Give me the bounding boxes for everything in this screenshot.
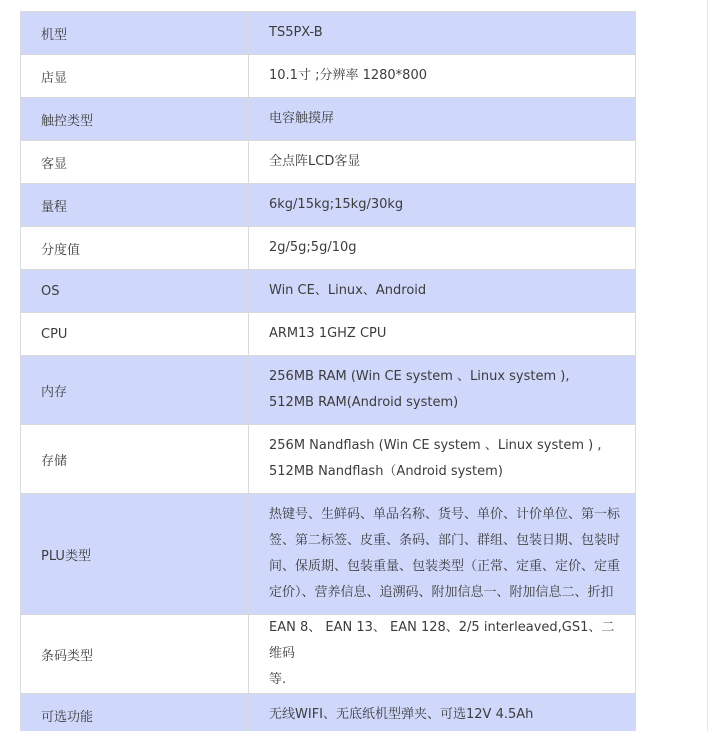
spec-label: 量程 [21,184,249,227]
spec-label: 条码类型 [21,615,249,694]
table-row [21,12,636,55]
spec-value: 电容触摸屏 [249,98,636,141]
spec-label: OS [21,270,249,313]
table-row [21,694,636,731]
spec-label: CPU [21,313,249,356]
spec-value [249,494,636,615]
table-row [21,356,636,425]
spec-label: 分度值 [21,227,249,270]
spec-label: 客显 [21,141,249,184]
spec-value-line: 512MB Nandflash（Android system) [269,464,503,479]
table-row [21,184,636,227]
table-row [21,270,636,313]
spec-value-line: 等. [269,672,287,687]
table-row [21,98,636,141]
spec-label: 内存 [21,356,249,425]
spec-value-line: 间、保质期、包装重量、包装类型（正常、定重、定价、定重 [269,559,621,574]
spec-value-line: 签、第二标签、皮重、条码、部门、群组、包装日期、包装时 [269,533,621,548]
spec-label: 机型 [21,12,249,55]
spec-value: 全点阵LCD客显 [249,141,636,184]
table-row [21,141,636,184]
spec-table [20,11,636,731]
page-edge-divider [707,0,708,731]
spec-value-line: EAN 8、 EAN 13、 EAN 128、2/5 interleaved,GS1、二维码 [269,620,615,661]
spec-value: ARM13 1GHZ CPU [249,313,636,356]
spec-value [249,356,636,425]
table-row [21,227,636,270]
table-row [21,55,636,98]
table-row [21,425,636,494]
table-row [21,313,636,356]
spec-value [249,425,636,494]
spec-label: 存储 [21,425,249,494]
spec-label: 店显 [21,55,249,98]
spec-label: 触控类型 [21,98,249,141]
table-row [21,494,636,615]
spec-value: 10.1寸 ;分辨率 1280*800 [249,55,636,98]
spec-value-line: 定价）、营养信息、追溯码、附加信息一、附加信息二、折扣 [269,585,614,600]
spec-label: PLU类型 [21,494,249,615]
spec-value: TS5PX-B [249,12,636,55]
spec-label: 可选功能 [21,694,249,731]
spec-value-line: 热键号、生鲜码、单品名称、货号、单价、计价单位、第一标 [269,507,621,522]
spec-value: Win CE、Linux、Android [249,270,636,313]
spec-value-line: 256M Nandflash (Win CE system 、Linux system ) , [269,438,602,453]
spec-value: 2g/5g;5g/10g [249,227,636,270]
spec-value [249,615,636,694]
spec-value-line: 512MB RAM(Android system) [269,395,459,410]
table-row [21,615,636,694]
spec-value-line: 256MB RAM (Win CE system 、Linux system ), [269,369,570,384]
spec-value: 6kg/15kg;15kg/30kg [249,184,636,227]
spec-value: 无线WIFI、无底纸机型弹夹、可选12V 4.5Ah [249,694,636,731]
